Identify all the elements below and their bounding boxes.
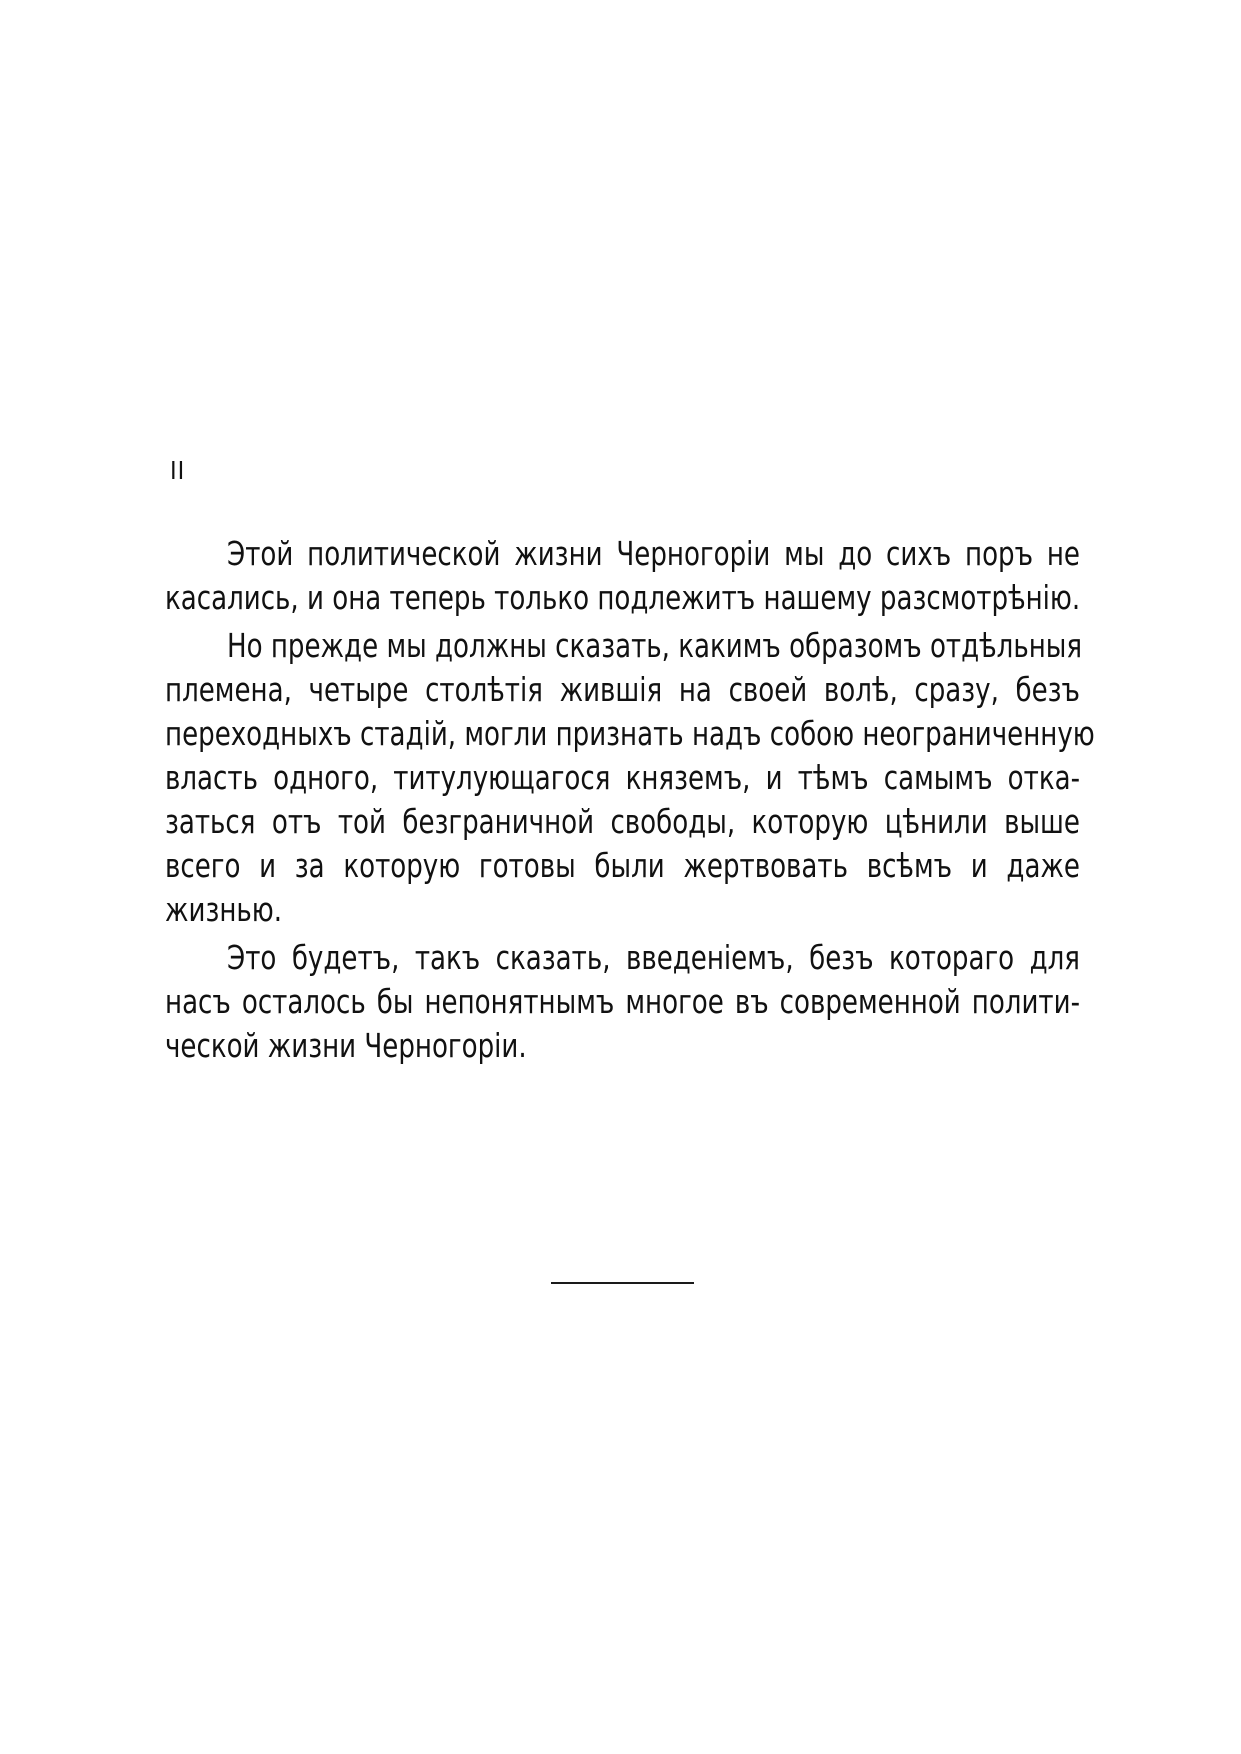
text-line: племена, четыре столѣтія жившія на своей волѣ, сразу, безъ <box>165 670 1080 710</box>
text-line: заться отъ той безграничной свободы, которую цѣнили выше <box>165 802 1080 842</box>
text-line: касались, и она теперь только подлежитъ нашему разсмотрѣнію. <box>165 578 1081 618</box>
text-line: ческой жизни Черногоріи. <box>165 1026 527 1066</box>
page-number: II <box>170 456 186 485</box>
text-line: переходныхъ стадій, могли признать надъ собою неограниченную <box>165 714 1095 754</box>
text-line: Но прежде мы должны сказать, какимъ образомъ отдѣльныя <box>227 626 1083 666</box>
section-divider <box>551 1282 694 1284</box>
text-line: насъ осталось бы непонятнымъ многое въ современной полити- <box>165 982 1080 1022</box>
text-line: Этой политической жизни Черногоріи мы до сихъ поръ не <box>227 534 1080 574</box>
text-line: жизнью. <box>165 890 283 930</box>
text-line: Это будетъ, такъ сказать, введеніемъ, безъ котораго для <box>227 938 1080 978</box>
text-line: власть одного, титулующагося княземъ, и тѣмъ самымъ отка- <box>165 758 1080 798</box>
text-line: всего и за которую готовы были жертвовать всѣмъ и даже <box>165 846 1080 886</box>
